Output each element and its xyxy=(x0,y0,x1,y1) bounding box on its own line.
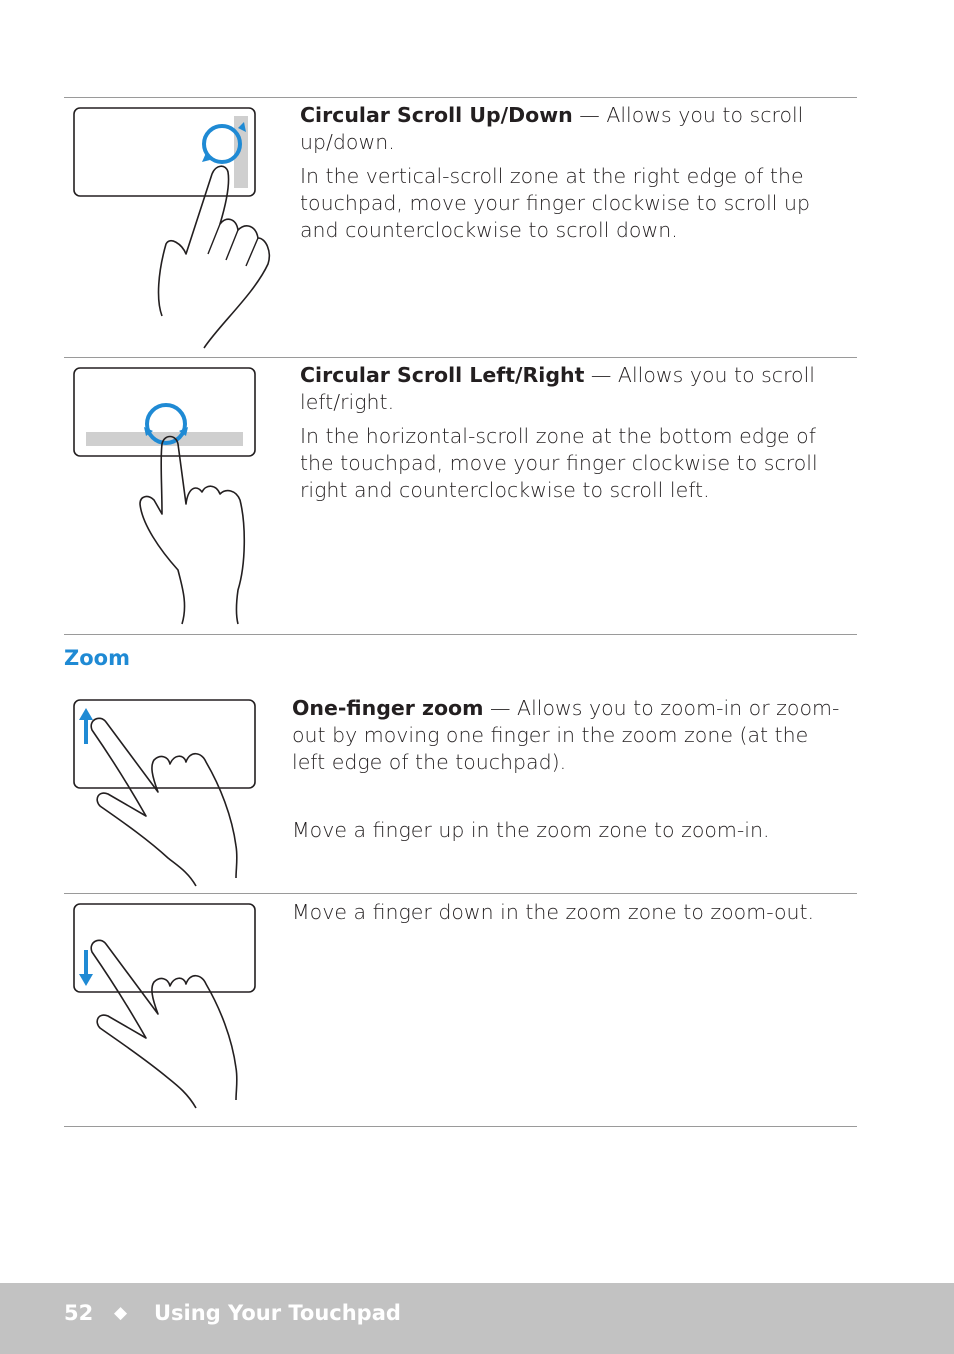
gesture-summary: — Allows you to zoom-in or zoom-out by moving one finger in the zoom zone (at the left edge of the touchpad). xyxy=(292,696,840,774)
divider xyxy=(64,97,857,98)
gesture-detail: In the vertical-scroll zone at the right edge of the touchpad, move your finger clockwise to scroll up and counterclockwise to scroll down. xyxy=(300,164,811,242)
zoom-out-instruction: Move a finger down in the zoom zone to zoom-out. xyxy=(292,900,815,924)
gesture-term: Circular Scroll Up/Down xyxy=(300,103,573,127)
diamond-icon: ◆ xyxy=(114,1303,128,1323)
gesture-one-finger-zoom xyxy=(292,695,842,783)
zoom-in-instruction: Move a finger up in the zoom zone to zoom-in. xyxy=(292,818,770,842)
gesture-circular-scroll-vertical xyxy=(300,102,845,251)
divider xyxy=(64,357,857,358)
page-footer xyxy=(0,1283,954,1354)
gesture-summary: — Allows you to scroll left/right. xyxy=(300,363,815,414)
circular-scroll-vertical-illustration xyxy=(70,104,280,352)
chapter-title: Using Your Touchpad xyxy=(154,1301,401,1325)
zoom-in-illustration xyxy=(70,696,280,890)
hand-icon xyxy=(140,437,244,625)
divider xyxy=(64,893,857,894)
divider xyxy=(64,1126,857,1127)
zoom-out-illustration xyxy=(70,900,280,1112)
divider xyxy=(64,634,857,635)
circular-scroll-horizontal-illustration xyxy=(70,364,280,628)
gesture-term: One-finger zoom xyxy=(292,696,484,720)
gesture-circular-scroll-horizontal xyxy=(300,362,845,511)
gesture-term: Circular Scroll Left/Right xyxy=(300,363,585,387)
page-number: 52 xyxy=(64,1301,94,1325)
section-title-zoom: Zoom xyxy=(64,646,130,670)
gesture-summary: — Allows you to scroll up/down. xyxy=(300,103,804,154)
gesture-detail: In the horizontal-scroll zone at the bottom edge of the touchpad, move your finger clockwise to scroll right and counterclockwise to scroll left. xyxy=(300,424,818,502)
